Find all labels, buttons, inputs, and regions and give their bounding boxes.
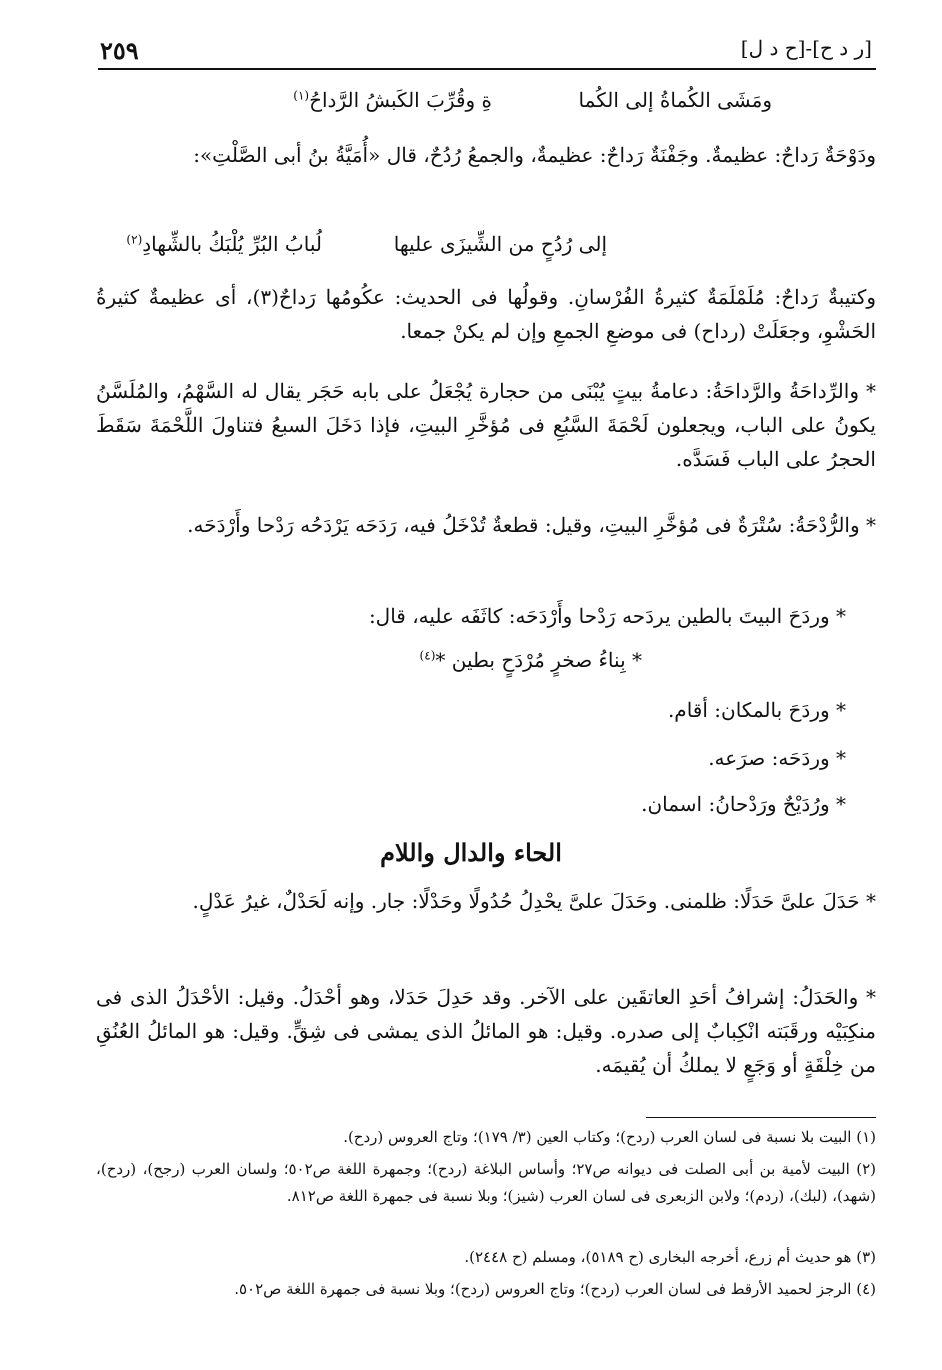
rajaz-text: * بِناءُ صخرٍ مُرْدَحٍ بطين * [435, 648, 642, 672]
rajaz-line [420, 648, 642, 672]
paragraph-radaha-tin: * وردَحَ البيتَ بالطين يردَحه رَدْحا وأَرْدَحَه: كاثَفَه عليه، قال: [368, 604, 846, 628]
verse1-first-hemistich: ومَشَى الكُماةُ إلى الكُما [578, 88, 772, 112]
entry-rudayh: * ورُدَيْحٌ ورَدْحانُ: اسمان. [641, 792, 846, 816]
verse1-footnote-ref: (١) [293, 88, 310, 103]
paragraph-hadal: * حَدَلَ علىَّ حَدَلًا: ظلمنى. وحَدَلَ علىَّ يحْدِلُ حُدُولًا وحَدْلًا: جار. وإنه لَحَدْلٌ، غيرُ عَدْلٍ. [192, 889, 876, 913]
section-title: الحاء والدال واللام [380, 838, 562, 867]
entry-radaha-makan: * وردَحَ بالمكان: أقام. [667, 698, 846, 722]
paragraph-ahdal: * والحَدَلُ: إشرافُ أحَدِ العاتقَين على الآخر. وقد حَدِلَ حَدَلا، وهو أحْدَلُ. وقيل: الأحْدَلُ الذى فى منكِبَيْه ورقَبَته انْكِبابٌ إلى صدره. وقيل: هو المائلُ الذى يمشى فى شِقٍّ. وقيل: هو المائلُ العُنُقِ من خِلْقَةٍ أو وَجَعٍ لا يملكُ أن يُقيمَه. [96, 985, 876, 1077]
verse2-second-hemistich [126, 232, 322, 256]
verse2-second-text: لُبابُ البُرِّ يُلْبَكُ بالشِّهادِ [142, 232, 322, 256]
paragraph-katiba: وكتيبةٌ رَداحٌ: مُلَمْلَمَةٌ كثيرةُ الفُرْسانِ. وقولُها فى الحديث: عكُومُها رَداحٌ(٣)، أى عظيمةٌ كثيرةُ الحَشْوِ، وجعَلَتْ (رداح) فى موضعِ الجمعِ وإن لم يكنْ جمعا. [96, 285, 876, 343]
entry-radaha-saraa: * وردَحَه: صرَعه. [708, 746, 846, 770]
paragraph-rudha: * والرُّدْحَةُ: سُتْرَةٌ فى مُؤخَّرِ البيتِ، وقيل: قطعةٌ تُدْخَلُ فيه، رَدَحَه يَرْدَحُه رَدْحا وأَرْدَحَه. [187, 513, 876, 537]
verse1-second-hemistich [293, 88, 492, 112]
verse2-first-hemistich: إلى رُدُحٍ من الشِّيزَى عليها [393, 232, 607, 256]
paragraph-dawha: ودَوْحَةٌ رَداحٌ: عظيمةٌ. وجَفْنَةٌ رَداحٌ: عظيمةٌ، والجمعُ رُدُحٌ، قال «أُمَيَّةُ بنُ أبى الصَّلْتِ»: [193, 143, 876, 167]
paragraph-riddaha: * والرِّداحَةُ والرَّداحَةُ: دعامةُ بيتٍ يُبْنَى من حجارة يُجْعَلُ على بابه حَجَر يقال له السَّهْمُ، والمُلَسَّنُ يكونُ على الباب، ويجعلون لَحْمَةَ السَّبُعِ فى مُؤخَّرِ البيتِ، فإذا دَخَلَ السبعُ فتناولَ اللَّحْمَةَ سَقَطَ الحجرُ على الباب فَسَدَّه. [96, 379, 876, 471]
footnote-2: (٢) البيت لأمية بن أبى الصلت فى ديوانه ص٢٧؛ وأساس البلاغة (ردح)؛ وجمهرة اللغة ص٥٠٢؛ ولسان العرب (رجح)، (ردح)، (شهد)، (لبك)، (ردم)؛ ولابن الزبعرى فى لسان العرب (شيز)؛ وبلا نسبة فى جمهرة اللغة ص٨١٢. [96, 1160, 876, 1205]
footnote-rule [646, 1117, 876, 1118]
page-number: ٢٥٩ [100, 36, 139, 65]
verse2-footnote-ref: (٢) [126, 232, 143, 247]
header-rule [98, 68, 876, 70]
rajaz-footnote-ref: (٤) [419, 648, 436, 663]
footnote-4: (٤) الرجز لحميد الأرقط فى لسان العرب (ردح)؛ وتاج العروس (ردح)؛ وبلا نسبة فى جمهرة اللغة ص٥٠٢. [234, 1280, 876, 1298]
footnote-3: (٣) هو حديث أم زرع، أخرجه البخارى (ح ٥١٨٩)، ومسلم (ح ٢٤٤٨). [464, 1248, 876, 1266]
verse1-second-text: ةِ وقُرِّبَ الكَبشُ الرَّداحُ [309, 88, 492, 112]
running-head: [ر د ح]-[ح د ل] [740, 36, 872, 60]
footnote-1: (١) البيت بلا نسبة فى لسان العرب (ردح)؛ وكتاب العين (٣/ ١٧٩)؛ وتاج العروس (ردح). [343, 1128, 876, 1146]
